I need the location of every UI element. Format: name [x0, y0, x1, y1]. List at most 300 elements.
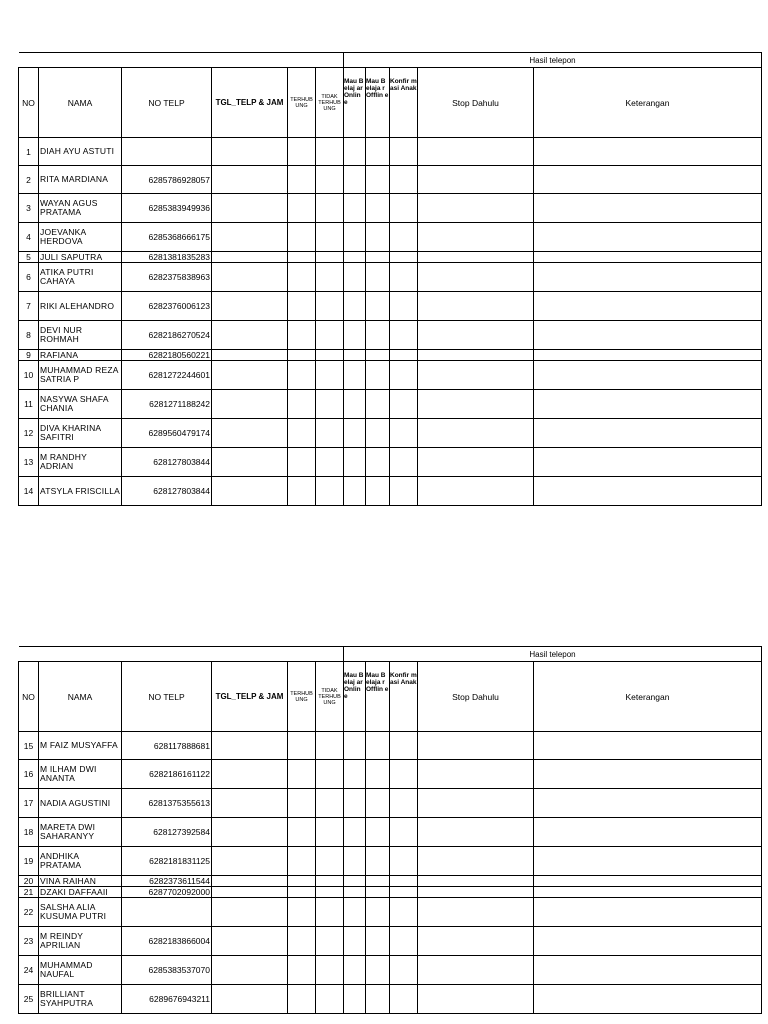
contact-sheet-table-1 — [18, 52, 762, 506]
row-terhubung — [288, 898, 316, 927]
row-tgl — [212, 223, 288, 252]
row-tgl — [212, 732, 288, 760]
row-mau-offline — [366, 223, 390, 252]
row-mau-online — [344, 732, 366, 760]
row-nama: DZAKI DAFFAAII — [39, 887, 122, 898]
row-telp: 6282375838963 — [122, 263, 212, 292]
col-terhubung-header: TERHUB UNG — [288, 662, 316, 732]
row-konfirmasi — [390, 321, 418, 350]
row-no: 12 — [19, 419, 39, 448]
row-tidak-terhubung — [316, 321, 344, 350]
row-stop — [418, 138, 534, 166]
row-stop — [418, 477, 534, 506]
col-tgl-header: TGL_TELP & JAM — [212, 68, 288, 138]
row-mau-online — [344, 252, 366, 263]
row-terhubung — [288, 321, 316, 350]
row-telp: 6281271188242 — [122, 390, 212, 419]
row-nama: MUHAMMAD NAUFAL — [39, 956, 122, 985]
table-row — [19, 263, 762, 292]
row-tidak-terhubung — [316, 419, 344, 448]
row-mau-offline — [366, 194, 390, 223]
row-mau-online — [344, 887, 366, 898]
row-terhubung — [288, 223, 316, 252]
row-stop — [418, 194, 534, 223]
col-no-header: NO — [19, 662, 39, 732]
row-keterangan — [534, 760, 762, 789]
row-terhubung — [288, 847, 316, 876]
row-nama: RIKI ALEHANDRO — [39, 292, 122, 321]
row-stop — [418, 166, 534, 194]
row-terhubung — [288, 876, 316, 887]
row-tidak-terhubung — [316, 732, 344, 760]
row-keterangan — [534, 166, 762, 194]
row-konfirmasi — [390, 166, 418, 194]
row-nama: WAYAN AGUS PRATAMA — [39, 194, 122, 223]
row-konfirmasi — [390, 956, 418, 985]
row-no: 24 — [19, 956, 39, 985]
row-stop — [418, 898, 534, 927]
row-telp: 6289676943211 — [122, 985, 212, 1014]
row-tidak-terhubung — [316, 760, 344, 789]
row-telp — [122, 138, 212, 166]
col-nama-header: NAMA — [39, 68, 122, 138]
row-mau-online — [344, 350, 366, 361]
row-stop — [418, 789, 534, 818]
row-mau-online — [344, 847, 366, 876]
row-tgl — [212, 138, 288, 166]
table-row — [19, 419, 762, 448]
row-telp: 628127392584 — [122, 818, 212, 847]
table-row — [19, 818, 762, 847]
row-terhubung — [288, 166, 316, 194]
row-konfirmasi — [390, 898, 418, 927]
row-nama: ATIKA PUTRI CAHAYA — [39, 263, 122, 292]
row-tgl — [212, 361, 288, 390]
row-mau-offline — [366, 361, 390, 390]
row-konfirmasi — [390, 760, 418, 789]
row-telp: 6282186161122 — [122, 760, 212, 789]
row-tidak-terhubung — [316, 390, 344, 419]
col-no-header: NO — [19, 68, 39, 138]
row-terhubung — [288, 760, 316, 789]
row-nama: M FAIZ MUSYAFFA — [39, 732, 122, 760]
row-mau-offline — [366, 876, 390, 887]
row-terhubung — [288, 138, 316, 166]
row-tidak-terhubung — [316, 985, 344, 1014]
row-telp — [122, 898, 212, 927]
row-tidak-terhubung — [316, 847, 344, 876]
row-tgl — [212, 898, 288, 927]
row-keterangan — [534, 927, 762, 956]
table-row — [19, 876, 762, 887]
row-stop — [418, 760, 534, 789]
row-keterangan — [534, 361, 762, 390]
table-row — [19, 477, 762, 506]
row-mau-online — [344, 818, 366, 847]
table-2-header — [19, 647, 762, 732]
row-tidak-terhubung — [316, 361, 344, 390]
row-telp: 6282373611544 — [122, 876, 212, 887]
row-mau-online — [344, 448, 366, 477]
table-1-body — [19, 138, 762, 506]
row-stop — [418, 887, 534, 898]
row-tgl — [212, 760, 288, 789]
contact-sheet-table-2 — [18, 646, 762, 1014]
row-no: 10 — [19, 361, 39, 390]
row-tidak-terhubung — [316, 927, 344, 956]
table-row — [19, 448, 762, 477]
row-mau-offline — [366, 818, 390, 847]
row-stop — [418, 321, 534, 350]
row-konfirmasi — [390, 292, 418, 321]
row-terhubung — [288, 194, 316, 223]
table-row — [19, 194, 762, 223]
row-keterangan — [534, 419, 762, 448]
row-terhubung — [288, 263, 316, 292]
table-row — [19, 321, 762, 350]
row-nama: NASYWA SHAFA CHANIA — [39, 390, 122, 419]
row-mau-online — [344, 194, 366, 223]
row-stop — [418, 956, 534, 985]
row-konfirmasi — [390, 732, 418, 760]
row-stop — [418, 818, 534, 847]
row-nama: DIVA KHARINA SAFITRI — [39, 419, 122, 448]
header-spacer — [19, 53, 344, 68]
row-mau-offline — [366, 887, 390, 898]
row-tgl — [212, 448, 288, 477]
row-tgl — [212, 292, 288, 321]
row-mau-offline — [366, 166, 390, 194]
col-keterangan-header: Keterangan — [534, 68, 762, 138]
row-mau-online — [344, 789, 366, 818]
row-konfirmasi — [390, 927, 418, 956]
row-tgl — [212, 956, 288, 985]
col-mau-offline-header: Mau Belaja r Offlin e — [366, 662, 390, 732]
row-no: 16 — [19, 760, 39, 789]
row-nama: DIAH AYU ASTUTI — [39, 138, 122, 166]
table-row — [19, 292, 762, 321]
table-row — [19, 898, 762, 927]
row-konfirmasi — [390, 419, 418, 448]
row-tgl — [212, 818, 288, 847]
row-stop — [418, 292, 534, 321]
row-mau-offline — [366, 732, 390, 760]
row-tidak-terhubung — [316, 350, 344, 361]
row-tidak-terhubung — [316, 252, 344, 263]
row-mau-offline — [366, 390, 390, 419]
table-row — [19, 985, 762, 1014]
row-mau-online — [344, 223, 366, 252]
row-telp: 6282183866004 — [122, 927, 212, 956]
row-terhubung — [288, 350, 316, 361]
col-terhubung-header: TERHUB UNG — [288, 68, 316, 138]
row-tgl — [212, 477, 288, 506]
row-konfirmasi — [390, 847, 418, 876]
header-spacer — [19, 647, 344, 662]
row-mau-offline — [366, 760, 390, 789]
col-mau-online-header: Mau Belaj ar Onlin e — [344, 68, 366, 138]
row-mau-online — [344, 477, 366, 506]
row-keterangan — [534, 789, 762, 818]
row-mau-online — [344, 321, 366, 350]
row-no: 17 — [19, 789, 39, 818]
row-no: 2 — [19, 166, 39, 194]
row-mau-offline — [366, 898, 390, 927]
row-nama: ANDHIKA PRATAMA — [39, 847, 122, 876]
row-telp: 6285786928057 — [122, 166, 212, 194]
col-tgl-header: TGL_TELP & JAM — [212, 662, 288, 732]
row-tidak-terhubung — [316, 292, 344, 321]
row-no: 20 — [19, 876, 39, 887]
row-mau-online — [344, 985, 366, 1014]
row-mau-offline — [366, 847, 390, 876]
col-telp-header: NO TELP — [122, 68, 212, 138]
row-nama: MARETA DWI SAHARANYY — [39, 818, 122, 847]
row-keterangan — [534, 350, 762, 361]
row-no: 18 — [19, 818, 39, 847]
row-mau-offline — [366, 985, 390, 1014]
row-terhubung — [288, 732, 316, 760]
col-stop-header: Stop Dahulu — [418, 662, 534, 732]
row-telp: 6282376006123 — [122, 292, 212, 321]
row-stop — [418, 847, 534, 876]
col-tidak-terhubung-header: TIDAK TERHUB UNG — [316, 662, 344, 732]
col-konfirmasi-header: Konfir masi Anak — [390, 68, 418, 138]
row-nama: VINA RAIHAN — [39, 876, 122, 887]
row-no: 14 — [19, 477, 39, 506]
row-telp: 6289560479174 — [122, 419, 212, 448]
row-nama: JULI SAPUTRA — [39, 252, 122, 263]
row-konfirmasi — [390, 263, 418, 292]
col-nama-header: NAMA — [39, 662, 122, 732]
row-keterangan — [534, 138, 762, 166]
row-keterangan — [534, 956, 762, 985]
row-keterangan — [534, 194, 762, 223]
row-tgl — [212, 263, 288, 292]
row-konfirmasi — [390, 252, 418, 263]
row-tidak-terhubung — [316, 263, 344, 292]
row-mau-offline — [366, 252, 390, 263]
row-keterangan — [534, 263, 762, 292]
row-mau-online — [344, 263, 366, 292]
row-mau-offline — [366, 956, 390, 985]
row-terhubung — [288, 985, 316, 1014]
row-keterangan — [534, 732, 762, 760]
row-no: 6 — [19, 263, 39, 292]
row-tgl — [212, 419, 288, 448]
row-no: 3 — [19, 194, 39, 223]
row-keterangan — [534, 847, 762, 876]
row-no: 5 — [19, 252, 39, 263]
row-no: 9 — [19, 350, 39, 361]
row-stop — [418, 448, 534, 477]
row-no: 4 — [19, 223, 39, 252]
row-mau-online — [344, 138, 366, 166]
row-mau-offline — [366, 292, 390, 321]
table-row — [19, 760, 762, 789]
row-telp: 6281272244601 — [122, 361, 212, 390]
row-terhubung — [288, 292, 316, 321]
row-mau-offline — [366, 927, 390, 956]
row-tgl — [212, 321, 288, 350]
row-nama: RAFIANA — [39, 350, 122, 361]
row-stop — [418, 390, 534, 419]
row-telp: 6285383537070 — [122, 956, 212, 985]
hasil-telepon-header: Hasil telepon — [344, 647, 762, 662]
row-telp: 6282181831125 — [122, 847, 212, 876]
row-no: 11 — [19, 390, 39, 419]
row-terhubung — [288, 361, 316, 390]
row-no: 21 — [19, 887, 39, 898]
row-telp: 6285368666175 — [122, 223, 212, 252]
row-konfirmasi — [390, 789, 418, 818]
table-row — [19, 223, 762, 252]
row-mau-online — [344, 419, 366, 448]
row-no: 13 — [19, 448, 39, 477]
row-keterangan — [534, 223, 762, 252]
row-telp: 6285383949936 — [122, 194, 212, 223]
row-nama: RITA MARDIANA — [39, 166, 122, 194]
col-mau-online-header: Mau Belaj ar Onlin e — [344, 662, 366, 732]
row-mau-offline — [366, 419, 390, 448]
row-terhubung — [288, 789, 316, 818]
row-tgl — [212, 927, 288, 956]
row-tidak-terhubung — [316, 887, 344, 898]
row-mau-online — [344, 361, 366, 390]
row-nama: SALSHA ALIA KUSUMA PUTRI — [39, 898, 122, 927]
row-konfirmasi — [390, 818, 418, 847]
row-konfirmasi — [390, 477, 418, 506]
row-tidak-terhubung — [316, 818, 344, 847]
row-no: 25 — [19, 985, 39, 1014]
row-konfirmasi — [390, 887, 418, 898]
row-stop — [418, 876, 534, 887]
col-telp-header: NO TELP — [122, 662, 212, 732]
row-tgl — [212, 847, 288, 876]
table-row — [19, 732, 762, 760]
row-mau-online — [344, 956, 366, 985]
row-tidak-terhubung — [316, 448, 344, 477]
row-tidak-terhubung — [316, 223, 344, 252]
row-tgl — [212, 876, 288, 887]
row-terhubung — [288, 818, 316, 847]
row-keterangan — [534, 252, 762, 263]
row-keterangan — [534, 876, 762, 887]
row-terhubung — [288, 477, 316, 506]
col-stop-header: Stop Dahulu — [418, 68, 534, 138]
row-konfirmasi — [390, 138, 418, 166]
row-mau-offline — [366, 263, 390, 292]
row-mau-offline — [366, 789, 390, 818]
table-row — [19, 252, 762, 263]
row-telp: 6281381835283 — [122, 252, 212, 263]
row-no: 8 — [19, 321, 39, 350]
row-tidak-terhubung — [316, 477, 344, 506]
row-nama: BRILLIANT SYAHPUTRA — [39, 985, 122, 1014]
col-tidak-terhubung-header: TIDAK TERHUB UNG — [316, 68, 344, 138]
row-stop — [418, 223, 534, 252]
row-mau-online — [344, 166, 366, 194]
row-konfirmasi — [390, 350, 418, 361]
row-no: 23 — [19, 927, 39, 956]
row-telp: 6287702092000 — [122, 887, 212, 898]
row-nama: M RANDHY ADRIAN — [39, 448, 122, 477]
row-terhubung — [288, 252, 316, 263]
row-no: 22 — [19, 898, 39, 927]
row-konfirmasi — [390, 223, 418, 252]
table-1-header — [19, 53, 762, 138]
row-telp: 6282180560221 — [122, 350, 212, 361]
table-row — [19, 887, 762, 898]
table-row — [19, 847, 762, 876]
row-mau-offline — [366, 448, 390, 477]
row-tidak-terhubung — [316, 194, 344, 223]
row-nama: M ILHAM DWI ANANTA — [39, 760, 122, 789]
row-konfirmasi — [390, 361, 418, 390]
row-tgl — [212, 252, 288, 263]
table-row — [19, 927, 762, 956]
row-keterangan — [534, 898, 762, 927]
row-keterangan — [534, 477, 762, 506]
row-keterangan — [534, 448, 762, 477]
row-telp: 628127803844 — [122, 477, 212, 506]
row-terhubung — [288, 448, 316, 477]
row-no: 15 — [19, 732, 39, 760]
row-tgl — [212, 194, 288, 223]
row-tgl — [212, 985, 288, 1014]
row-stop — [418, 252, 534, 263]
row-stop — [418, 361, 534, 390]
row-tgl — [212, 166, 288, 194]
row-keterangan — [534, 321, 762, 350]
row-keterangan — [534, 985, 762, 1014]
row-mau-online — [344, 876, 366, 887]
row-nama: MUHAMMAD REZA SATRIA P — [39, 361, 122, 390]
row-mau-offline — [366, 138, 390, 166]
row-keterangan — [534, 818, 762, 847]
table-row — [19, 138, 762, 166]
row-tgl — [212, 390, 288, 419]
row-stop — [418, 350, 534, 361]
table-row — [19, 789, 762, 818]
row-stop — [418, 263, 534, 292]
table-row — [19, 350, 762, 361]
row-telp: 6282186270524 — [122, 321, 212, 350]
row-stop — [418, 927, 534, 956]
row-mau-online — [344, 760, 366, 789]
row-stop — [418, 419, 534, 448]
row-stop — [418, 985, 534, 1014]
row-nama: DEVI NUR ROHMAH — [39, 321, 122, 350]
row-mau-offline — [366, 350, 390, 361]
row-tgl — [212, 789, 288, 818]
row-nama: JOEVANKA HERDOVA — [39, 223, 122, 252]
row-nama: NADIA AGUSTINI — [39, 789, 122, 818]
hasil-telepon-header: Hasil telepon — [344, 53, 762, 68]
row-tidak-terhubung — [316, 956, 344, 985]
row-mau-offline — [366, 477, 390, 506]
row-keterangan — [534, 292, 762, 321]
row-mau-online — [344, 927, 366, 956]
row-nama: M REINDY APRILIAN — [39, 927, 122, 956]
row-tidak-terhubung — [316, 789, 344, 818]
row-terhubung — [288, 887, 316, 898]
row-terhubung — [288, 390, 316, 419]
row-konfirmasi — [390, 194, 418, 223]
row-keterangan — [534, 390, 762, 419]
row-tgl — [212, 350, 288, 361]
row-telp: 628117888681 — [122, 732, 212, 760]
